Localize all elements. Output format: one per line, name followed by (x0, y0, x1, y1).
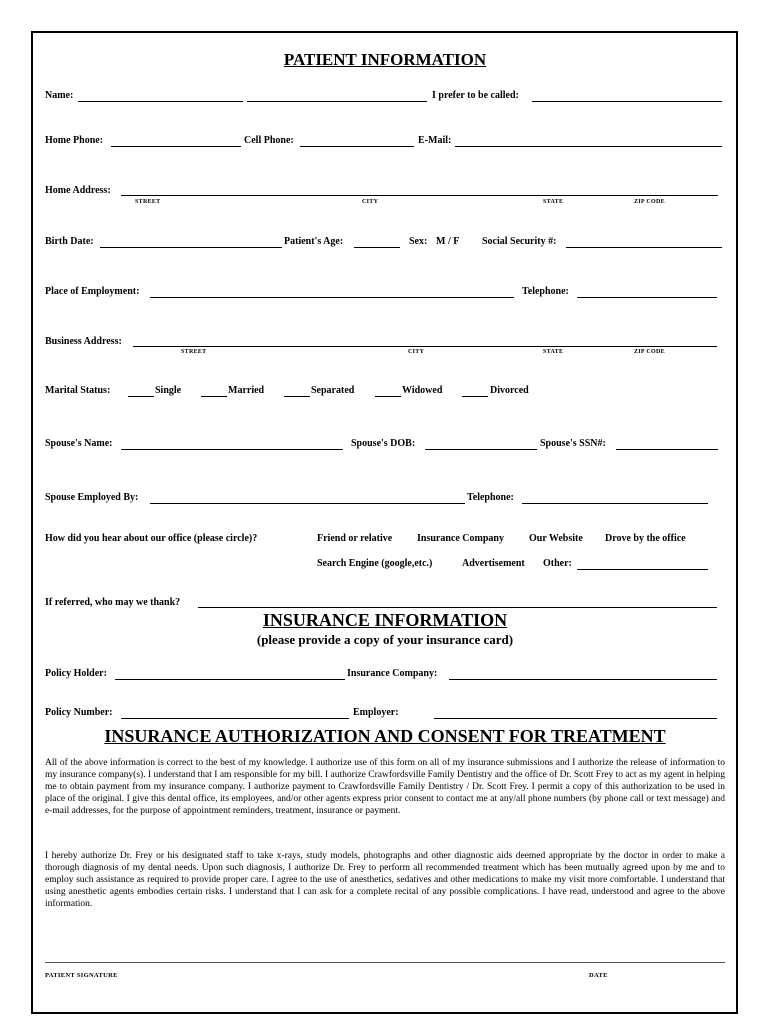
marital-married-blank[interactable] (201, 396, 227, 397)
spouse-telephone-field[interactable] (522, 503, 708, 504)
policy-holder-label: Policy Holder: (45, 668, 107, 679)
preferred-name-field[interactable] (532, 101, 722, 102)
spouse-employed-field[interactable] (150, 503, 465, 504)
employer-field[interactable] (434, 718, 717, 719)
spouse-ssn-label: Spouse's SSN#: (540, 438, 606, 449)
option-drove-by-office[interactable]: Drove by the office (605, 533, 686, 544)
referred-by-field[interactable] (198, 607, 717, 608)
marital-status-label: Marital Status: (45, 385, 111, 396)
option-search-engine[interactable]: Search Engine (google,etc.) (317, 558, 433, 569)
business-state-sublabel: STATE (543, 349, 564, 355)
name-first-field[interactable] (78, 101, 243, 102)
referred-by-label: If referred, who may we thank? (45, 597, 181, 608)
marital-single-option: Single (155, 385, 182, 396)
option-insurance-company[interactable]: Insurance Company (417, 533, 504, 544)
business-address-label: Business Address: (45, 336, 122, 347)
insurance-section-title: INSURANCE INFORMATION (262, 610, 508, 630)
consent-paragraph-authorization: All of the above information is correct to the best of my knowledge. I authorize use of this form on all of my insurance submissions and I authorize the release of information to my insurance company(s). I understand that I am responsible for my bill. I authorize Crawfordsville Family Dentistry and the office of Dr. Scott Frey to act as my agent in helping me to obtain payment from my insurance company. I authorize payment to Crawfordsville Family Dentistry / Dr. Scott Frey. I permit a copy of this authorization to be used in place of the original. I give this dental office, its employees, and/or other agents express prior consent to contact me at any/all phone numbers (by phone call or text message) and e-mail addresses, for the purpose of appointment reminders, treatment, insurance or payment. (45, 758, 725, 817)
spouse-name-label: Spouse's Name: (45, 438, 113, 449)
page-title: PATIENT INFORMATION (283, 50, 487, 69)
marital-widowed-blank[interactable] (375, 396, 401, 397)
name-label: Name: (45, 90, 74, 101)
home-city-sublabel: CITY (362, 199, 379, 205)
marital-divorced-blank[interactable] (462, 396, 488, 397)
signature-line[interactable] (45, 962, 725, 963)
marital-widowed-option: Widowed (402, 385, 443, 396)
marital-separated-option: Separated (311, 385, 355, 396)
policy-number-label: Policy Number: (45, 707, 113, 718)
marital-divorced-option: Divorced (490, 385, 529, 396)
home-state-sublabel: STATE (543, 199, 564, 205)
home-address-label: Home Address: (45, 185, 111, 196)
ssn-field[interactable] (566, 247, 722, 248)
home-street-sublabel: STREET (135, 199, 161, 205)
insurance-company-field[interactable] (449, 679, 717, 680)
preferred-name-label: I prefer to be called: (432, 90, 519, 101)
employment-label: Place of Employment: (45, 286, 140, 297)
spouse-dob-label: Spouse's DOB: (351, 438, 416, 449)
age-label: Patient's Age: (284, 236, 344, 247)
business-city-sublabel: CITY (408, 349, 425, 355)
name-last-field[interactable] (247, 101, 427, 102)
spouse-name-field[interactable] (121, 449, 343, 450)
birth-date-field[interactable] (100, 247, 282, 248)
employer-label: Employer: (353, 707, 399, 718)
referral-source-label: How did you hear about our office (please circle)? (45, 533, 258, 544)
spouse-ssn-field[interactable] (616, 449, 718, 450)
other-source-field[interactable] (577, 569, 708, 570)
option-our-website[interactable]: Our Website (529, 533, 583, 544)
age-field[interactable] (354, 247, 400, 248)
consent-section-title: INSURANCE AUTHORIZATION AND CONSENT FOR TREATMENT (104, 726, 666, 746)
birth-date-label: Birth Date: (45, 236, 94, 247)
employment-telephone-field[interactable] (577, 297, 717, 298)
business-zip-sublabel: ZIP CODE (634, 349, 665, 355)
date-label: DATE (589, 972, 608, 979)
marital-separated-blank[interactable] (284, 396, 310, 397)
email-label: E-Mail: (418, 135, 452, 146)
business-street-sublabel: STREET (181, 349, 207, 355)
option-friend-or-relative[interactable]: Friend or relative (317, 533, 393, 544)
business-address-field[interactable] (133, 346, 717, 347)
email-field[interactable] (455, 146, 722, 147)
insurance-section-subtitle: (please provide a copy of your insurance card) (256, 632, 514, 647)
policy-number-field[interactable] (121, 718, 349, 719)
home-zip-sublabel: ZIP CODE (634, 199, 665, 205)
sex-options[interactable]: M / F (436, 236, 460, 247)
cell-phone-label: Cell Phone: (244, 135, 294, 146)
policy-holder-field[interactable] (115, 679, 345, 680)
option-advertisement[interactable]: Advertisement (462, 558, 525, 569)
option-other[interactable]: Other: (543, 558, 572, 569)
ssn-label: Social Security #: (482, 236, 557, 247)
consent-paragraph-treatment: I hereby authorize Dr. Frey or his designated staff to take x-rays, study models, photographs and other diagnostic aids deemed appropriate by the doctor in order to make a thorough diagnosis of my dental needs. Upon such diagnosis, I authorize Dr. Frey to perform all recommended treatment which has been mutually agreed upon by me and to employ such assistance as required to provide proper care. I agree to the use of anesthetics, sedatives and other medications to make my visit more comfortable. I understand that using anesthetic agents embodies certain risks. I understand that I can ask for a complete recital of any possible complications. I have read, understood and agree to the above information. (45, 851, 725, 910)
marital-married-option: Married (228, 385, 265, 396)
home-address-field[interactable] (121, 195, 718, 196)
employment-telephone-label: Telephone: (522, 286, 569, 297)
home-phone-label: Home Phone: (45, 135, 104, 146)
spouse-dob-field[interactable] (425, 449, 537, 450)
spouse-telephone-label: Telephone: (467, 492, 514, 503)
signature-label: PATIENT SIGNATURE (45, 972, 118, 979)
insurance-company-label: Insurance Company: (347, 668, 438, 679)
cell-phone-field[interactable] (300, 146, 414, 147)
spouse-employed-label: Spouse Employed By: (45, 492, 139, 503)
sex-label: Sex: (409, 236, 428, 247)
home-phone-field[interactable] (111, 146, 241, 147)
marital-single-blank[interactable] (128, 396, 154, 397)
employment-field[interactable] (150, 297, 514, 298)
